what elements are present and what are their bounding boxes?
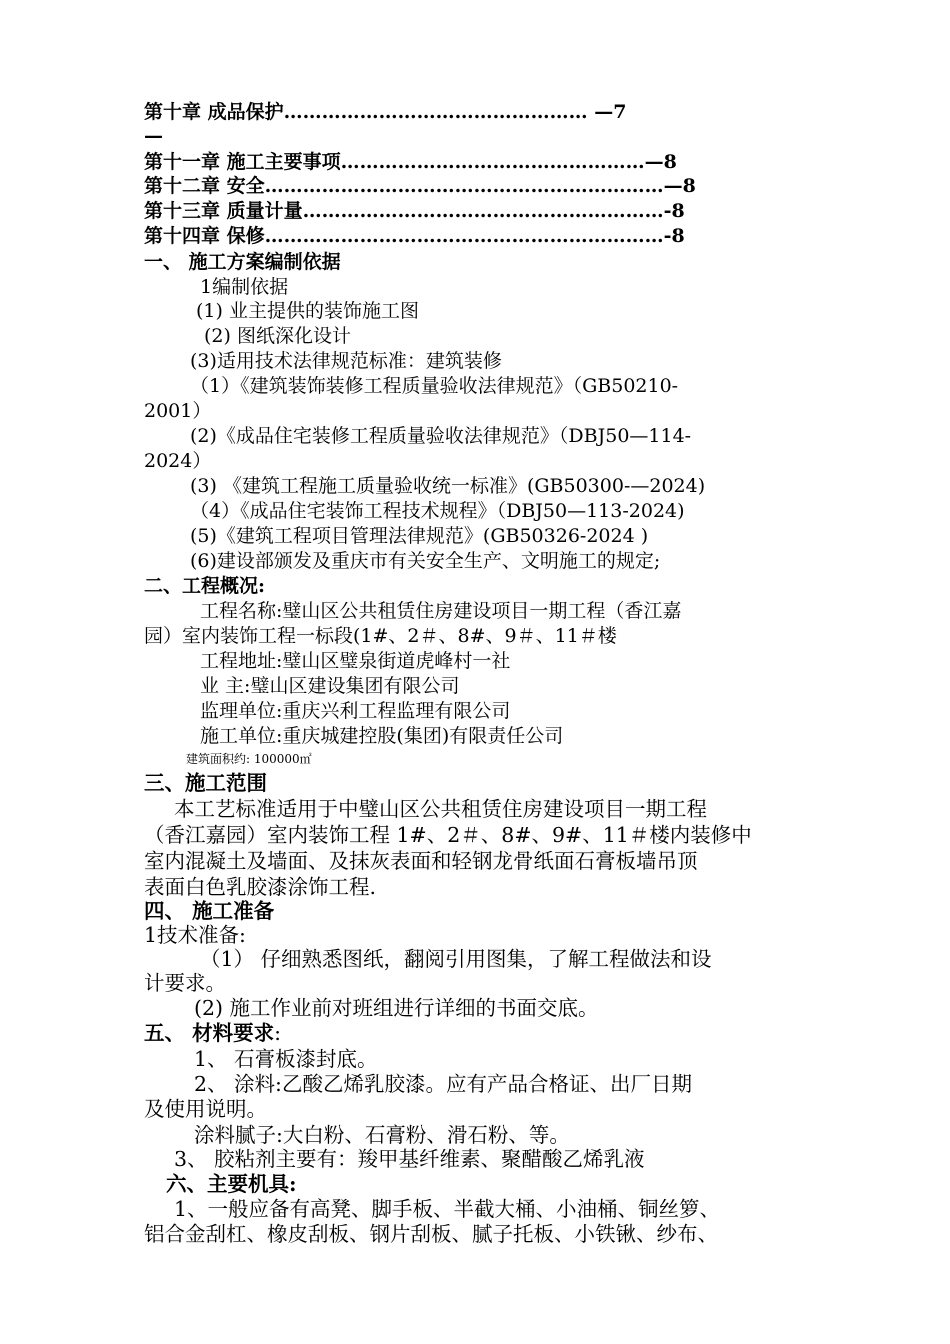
- section-text: (2)《成品住宅装修工程质量验收法律规范》（DBJ50—114-: [190, 425, 692, 447]
- project-address: 工程地址:璧山区璧泉街道虎峰村一社: [200, 650, 511, 672]
- section-paragraph-line: （香江嘉园）室内装饰工程 1#、2＃、8#、9#、11＃楼内装修中: [144, 823, 752, 847]
- section-text: 2024）: [144, 450, 212, 472]
- section-paragraph-line: 表面白色乳胶漆涂饰工程.: [144, 875, 377, 899]
- section-heading: 三、施工范围: [144, 771, 267, 795]
- project-owner: 业 主:璧山区建设集团有限公司: [200, 675, 460, 697]
- toc-entry: 第十三章 质量计量…………………………………………………-8: [144, 200, 685, 222]
- section-text: （4）《成品住宅装饰工程技术规程》（DBJ50—113-2024): [190, 500, 685, 522]
- building-area: 建筑面积约: 100000㎡: [186, 752, 312, 766]
- section-text: 1、 石膏板漆封底。: [194, 1047, 378, 1071]
- section-heading-line: [144, 1020, 281, 1046]
- section-text: 涂料腻子:大白粉、石膏粉、滑石粉、等。: [194, 1123, 570, 1147]
- section-heading: 一、 施工方案编制依据: [144, 251, 341, 273]
- section-text: 1、一般应备有高凳、脚手板、半截大桶、小油桶、铜丝箩、: [174, 1197, 721, 1221]
- section-heading: 四、 施工准备: [144, 899, 275, 923]
- section-heading: 六、主要机具:: [166, 1172, 297, 1196]
- toc-entry: 第十二章 安全………………………………………………………—8: [144, 175, 696, 197]
- project-name: 工程名称:璧山区公共租赁住房建设项目一期工程（香江嘉: [200, 600, 682, 622]
- section-paragraph-line: 本工艺标准适用于中璧山区公共租赁住房建设项目一期工程: [174, 797, 707, 821]
- section-paragraph-line: 室内混凝土及墙面、及抹灰表面和轻钢龙骨纸面石膏板墙吊顶: [144, 849, 698, 873]
- toc-entry: 第十四章 保修………………………………………………………-8: [144, 225, 685, 247]
- section-text: (2) 施工作业前对班组进行详细的书面交底。: [194, 996, 599, 1020]
- project-contractor: 施工单位:重庆城建控股(集团)有限责任公司: [200, 725, 564, 747]
- section-text: (6)建设部颁发及重庆市有关安全生产、文明施工的规定;: [190, 550, 661, 572]
- section-text: 计要求。: [144, 971, 226, 995]
- section-text: 1技术准备:: [144, 923, 246, 947]
- toc-entry: 第十一章 施工主要事项…………………………………………—8: [144, 151, 677, 173]
- project-supervisor: 监理单位:重庆兴利工程监理有限公司: [200, 700, 511, 722]
- section-text: 2、 涂料:乙酸乙烯乳胶漆。应有产品合格证、出厂日期: [194, 1072, 692, 1096]
- section-text: （1）《建筑装饰装修工程质量验收法律规范》（GB50210-: [190, 375, 679, 397]
- section-text: （1） 仔细熟悉图纸，翻阅引用图集，了解工程做法和设: [200, 947, 712, 971]
- toc-entry: 第十章 成品保护………………………………………… —7: [144, 101, 627, 123]
- section-text: (1) 业主提供的装饰施工图: [196, 300, 419, 322]
- section-text: (2) 图纸深化设计: [204, 325, 351, 347]
- section-text: (3)适用技术法律规范标准：建筑装修: [190, 350, 502, 372]
- section-text: 3、 胶粘剂主要有：羧甲基纤维素、聚醋酸乙烯乳液: [174, 1147, 645, 1171]
- heading-colon: :: [274, 1021, 282, 1045]
- section-text: (5)《建筑工程项目管理法律规范》(GB50326-2024 ): [190, 525, 649, 547]
- section-text: (3) 《建筑工程施工质量验收统一标准》(GB50300-—2024): [190, 475, 706, 497]
- project-name-cont: 园）室内装饰工程一标段(1#、2＃、8#、9＃、11＃楼: [144, 625, 617, 647]
- section-text: 及使用说明。: [144, 1097, 267, 1121]
- toc-entry: —: [144, 125, 163, 147]
- section-text: 2001）: [144, 400, 212, 422]
- section-text: 1编制依据: [200, 276, 289, 298]
- section-text: 铝合金刮杠、橡皮刮板、钢片刮板、腻子托板、小铁锹、纱布、: [144, 1222, 718, 1246]
- section-heading: 五、 材料要求: [144, 1021, 275, 1045]
- section-heading: 二、工程概况:: [144, 575, 266, 597]
